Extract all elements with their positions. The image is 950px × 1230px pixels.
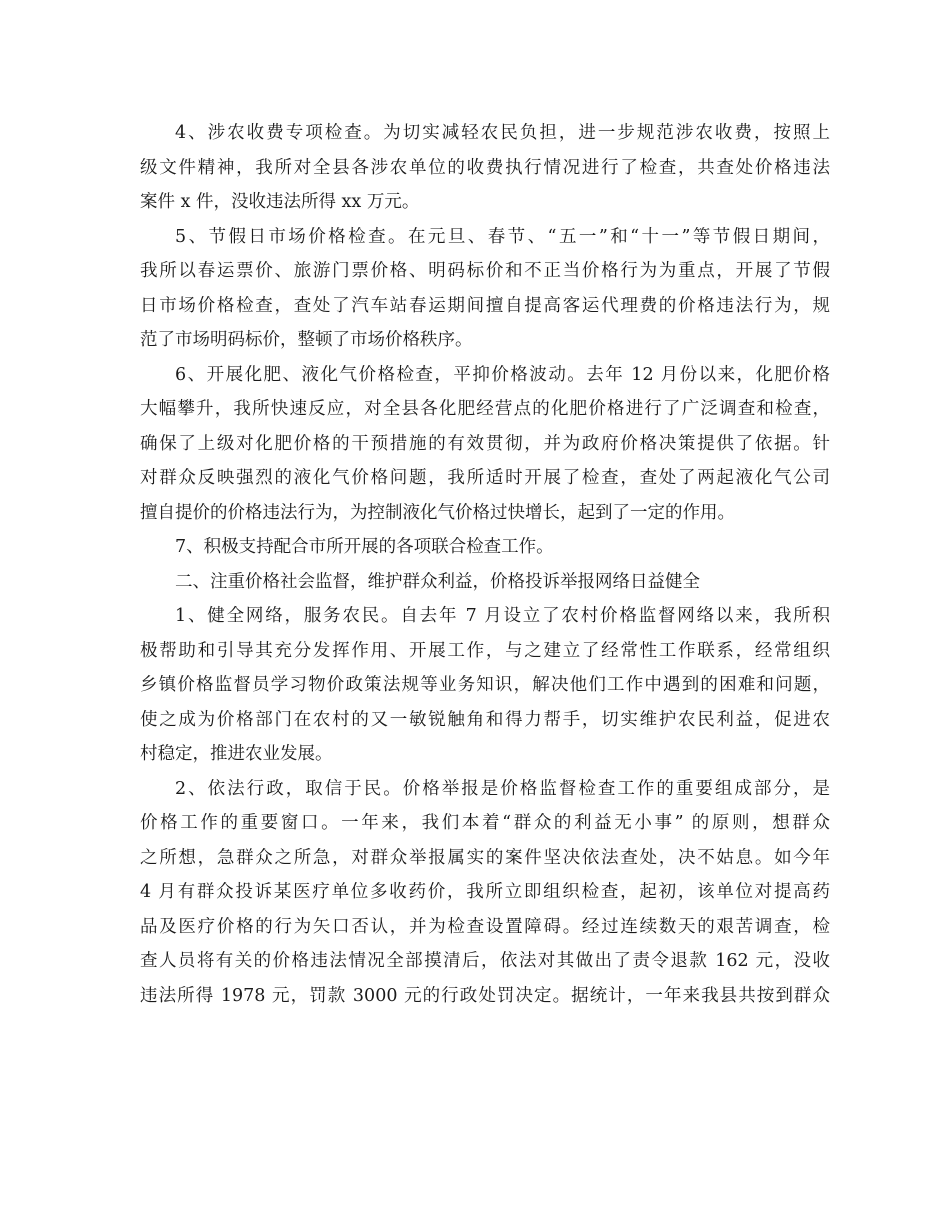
text-line: 4、涉农收费专项检查。为切实减轻农民负担，进一步规范涉农收费，按照上 — [175, 123, 830, 143]
text-line: 日市场价格检查，查处了汽车站春运期间擅自提高客运代理费的价格违法行为，规 — [140, 295, 830, 316]
paragraph-fee-inspection — [140, 116, 830, 220]
text-line: 品及医疗价格的行为矢口否认，并为检查设置障碍。经过连续数天的艰苦调查，检 — [140, 916, 830, 937]
text-line: 擅自提价的价格违法行为，为控制液化气价格过快增长，起到了一定的作用。 — [140, 502, 735, 523]
text-line: 2、依法行政，取信于民。价格举报是价格监督检查工作的重要组成部分，是 — [175, 778, 830, 799]
text-line: 极帮助和引导其充分发挥作用、开展工作，与之建立了经常性工作联系，经常组织 — [140, 640, 830, 661]
text-line: 6、开展化肥、液化气价格检查，平抑价格波动。去年 12 月份以来，化肥价格 — [175, 364, 830, 385]
text-line: 5、节假日市场价格检查。在元旦、春节、“五一”和“十一”等节假日期间， — [175, 226, 830, 247]
document-body — [140, 116, 830, 1013]
text-line: 案件 x 件，没收违法所得 xx 万元。 — [140, 192, 420, 212]
paragraph-administration — [140, 772, 830, 1014]
text-line: 大幅攀升，我所快速反应，对全县各化肥经营点的化肥价格进行了广泛调查和检查， — [140, 399, 830, 419]
text-line: 违法所得 1978 元，罚款 3000 元的行政处罚决定。据统计，一年来我县共按到群众 — [140, 985, 830, 1006]
text-line: 对群众反映强烈的液化气价格问题，我所适时开展了检查，查处了两起液化气公司 — [140, 468, 830, 488]
text-line: 级文件精神，我所对全县各涉农单位的收费执行情况进行了检查，共查处价格违法 — [140, 157, 830, 178]
text-line: 我所以春运票价、旅游门票价格、明码标价和不正当价格行为为重点，开展了节假 — [140, 261, 830, 281]
text-line: 之所想，急群众之所急，对群众举报属实的案件坚决依法查处，决不姑息。如今年 — [140, 847, 830, 868]
paragraph-fertilizer-gas-inspection — [140, 358, 830, 531]
text-line: 4 月有群众投诉某医疗单位多收药价，我所立即组织检查，起初，该单位对提高药 — [140, 882, 830, 902]
text-line: 确保了上级对化肥价格的干预措施的有效贯彻，并为政府价格决策提供了依据。针 — [140, 433, 830, 454]
section-heading-social-supervision — [140, 565, 830, 600]
paragraph-network — [140, 599, 830, 772]
paragraph-joint-inspection — [140, 530, 830, 565]
text-line: 7、积极支持配合市所开展的各项联合检查工作。 — [175, 537, 554, 557]
text-line: 使之成为价格部门在农村的又一敏锐触角和得力帮手，切实维护农民利益，促进农 — [140, 709, 830, 730]
text-line: 1、健全网络，服务农民。自去年 7 月设立了农村价格监督网络以来，我所积 — [175, 606, 830, 626]
text-line: 范了市场明码标价，整顿了市场价格秩序。 — [140, 330, 473, 350]
section-heading: 二、注重价格社会监督，维护群众利益，价格投诉举报网络日益健全 — [175, 571, 700, 592]
text-line: 查人员将有关的价格违法情况全部摸清后，依法对其做出了责令退款 162 元，没收 — [140, 951, 830, 971]
text-line: 乡镇价格监督员学习物价政策法规等业务知识，解决他们工作中遇到的困难和问题， — [140, 675, 830, 695]
paragraph-holiday-inspection — [140, 220, 830, 358]
text-line: 村稳定，推进农业发展。 — [140, 744, 333, 764]
text-line: 价格工作的重要窗口。一年来，我们本着“群众的利益无小事” 的原则，想群众 — [140, 813, 830, 833]
